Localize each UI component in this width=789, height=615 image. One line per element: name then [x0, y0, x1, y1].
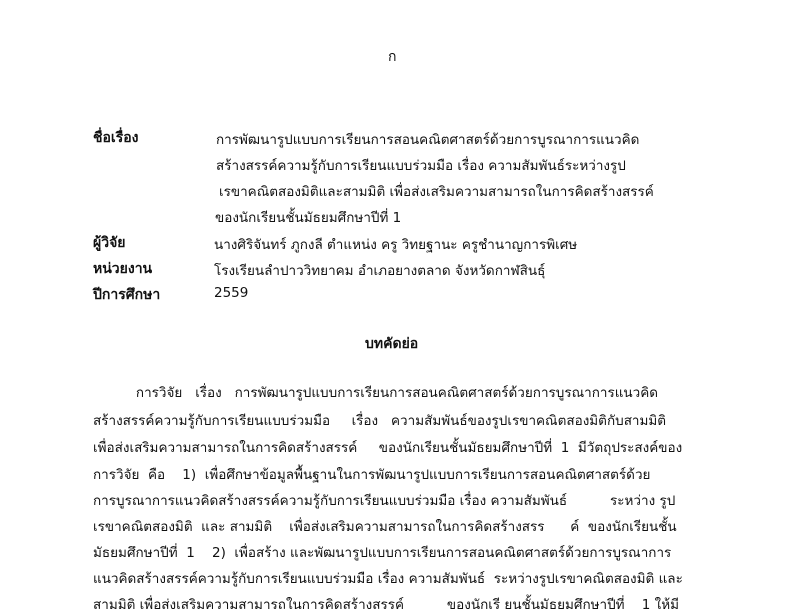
abstract-heading: บทคัดย่อ — [365, 336, 419, 352]
abstract-line: เพื่อส่งเสริมความสามารถในการคิดสร้างสรรค์ ของนักเรียนชั้นมัธยมศึกษาปีที่ 1 มีวัตถุประสงค์ของ — [93, 440, 683, 456]
title-line-4: ของนักเรียนชั้นมัธยมศึกษาปีที่ 1 — [215, 210, 402, 226]
abstract-line: สร้างสรรค์ความรู้กับการเรียนแบบร่วมมือ เรื่อง ความสัมพันธ์ของรูปเรขาคณิตสองมิติกับสามมิติ — [93, 413, 667, 429]
agency-label: หน่วยงาน — [93, 261, 153, 277]
year-label: ปีการศึกษา — [93, 287, 161, 303]
title-line-3: เรขาคณิตสองมิติและสามมิติ เพื่อส่งเสริมความสามารถในการคิดสร้างสรรค์ — [219, 184, 654, 200]
abstract-line: มัธยมศึกษาปีที่ 1 2) เพื่อสร้าง และพัฒนารูปแบบการเรียนการสอนคณิตศาสตร์ด้วยการบูรณาการ — [93, 545, 672, 561]
abstract-line: เรขาคณิตสองมิติ และ สามมิติ เพื่อส่งเสริมความสามารถในการคิดสร้างสรร ค์ ของนักเรียนชั้น — [93, 519, 677, 535]
agency-value: โรงเรียนลำปาววิทยาคม อำเภอยางตลาด จังหวัดกาฬสินธุ์ — [214, 263, 546, 279]
abstract-line: แนวคิดสร้างสรรค์ความรู้กับการเรียนแบบร่วมมือ เรื่อง ความสัมพันธ์ ระหว่างรูปเรขาคณิตสองมิติ และ — [93, 571, 683, 587]
abstract-line: การวิจัย เรื่อง การพัฒนารูปแบบการเรียนการสอนคณิตศาสตร์ด้วยการบูรณาการแนวคิด — [93, 385, 659, 401]
title-line-2: สร้างสรรค์ความรู้กับการเรียนแบบร่วมมือ เรื่อง ความสัมพันธ์ระหว่างรูป — [216, 158, 626, 174]
researcher-value: นางศิริจันทร์ ภูกงลี ตำแหน่ง ครู วิทยฐานะ ครูชำนาญการพิเศษ — [214, 237, 578, 253]
abstract-line: สามมิติ เพื่อส่งเสริมความสามารถในการคิดสร้างสรรค์ ของนักเรี ยนชั้นมัธยมศึกษาปีที่ 1 ให้มี — [93, 597, 680, 613]
researcher-label: ผู้วิจัย — [93, 235, 126, 251]
page-number: ก — [388, 49, 397, 65]
title-label: ชื่อเรื่อง — [93, 130, 139, 146]
year-value: 2559 — [214, 285, 249, 301]
title-line-1: การพัฒนารูปแบบการเรียนการสอนคณิตศาสตร์ด้วยการบูรณาการแนวคิด — [216, 132, 640, 148]
abstract-line: การบูรณาการแนวคิดสร้างสรรค์ความรู้กับการเรียนแบบร่วมมือ เรื่อง ความสัมพันธ์ ระหว่าง รูป — [93, 493, 676, 509]
abstract-line: การวิจัย คือ 1) เพื่อศึกษาข้อมูลพื้นฐานในการพัฒนารูปแบบการเรียนการสอนคณิตศาสตร์ด้วย — [93, 467, 651, 483]
